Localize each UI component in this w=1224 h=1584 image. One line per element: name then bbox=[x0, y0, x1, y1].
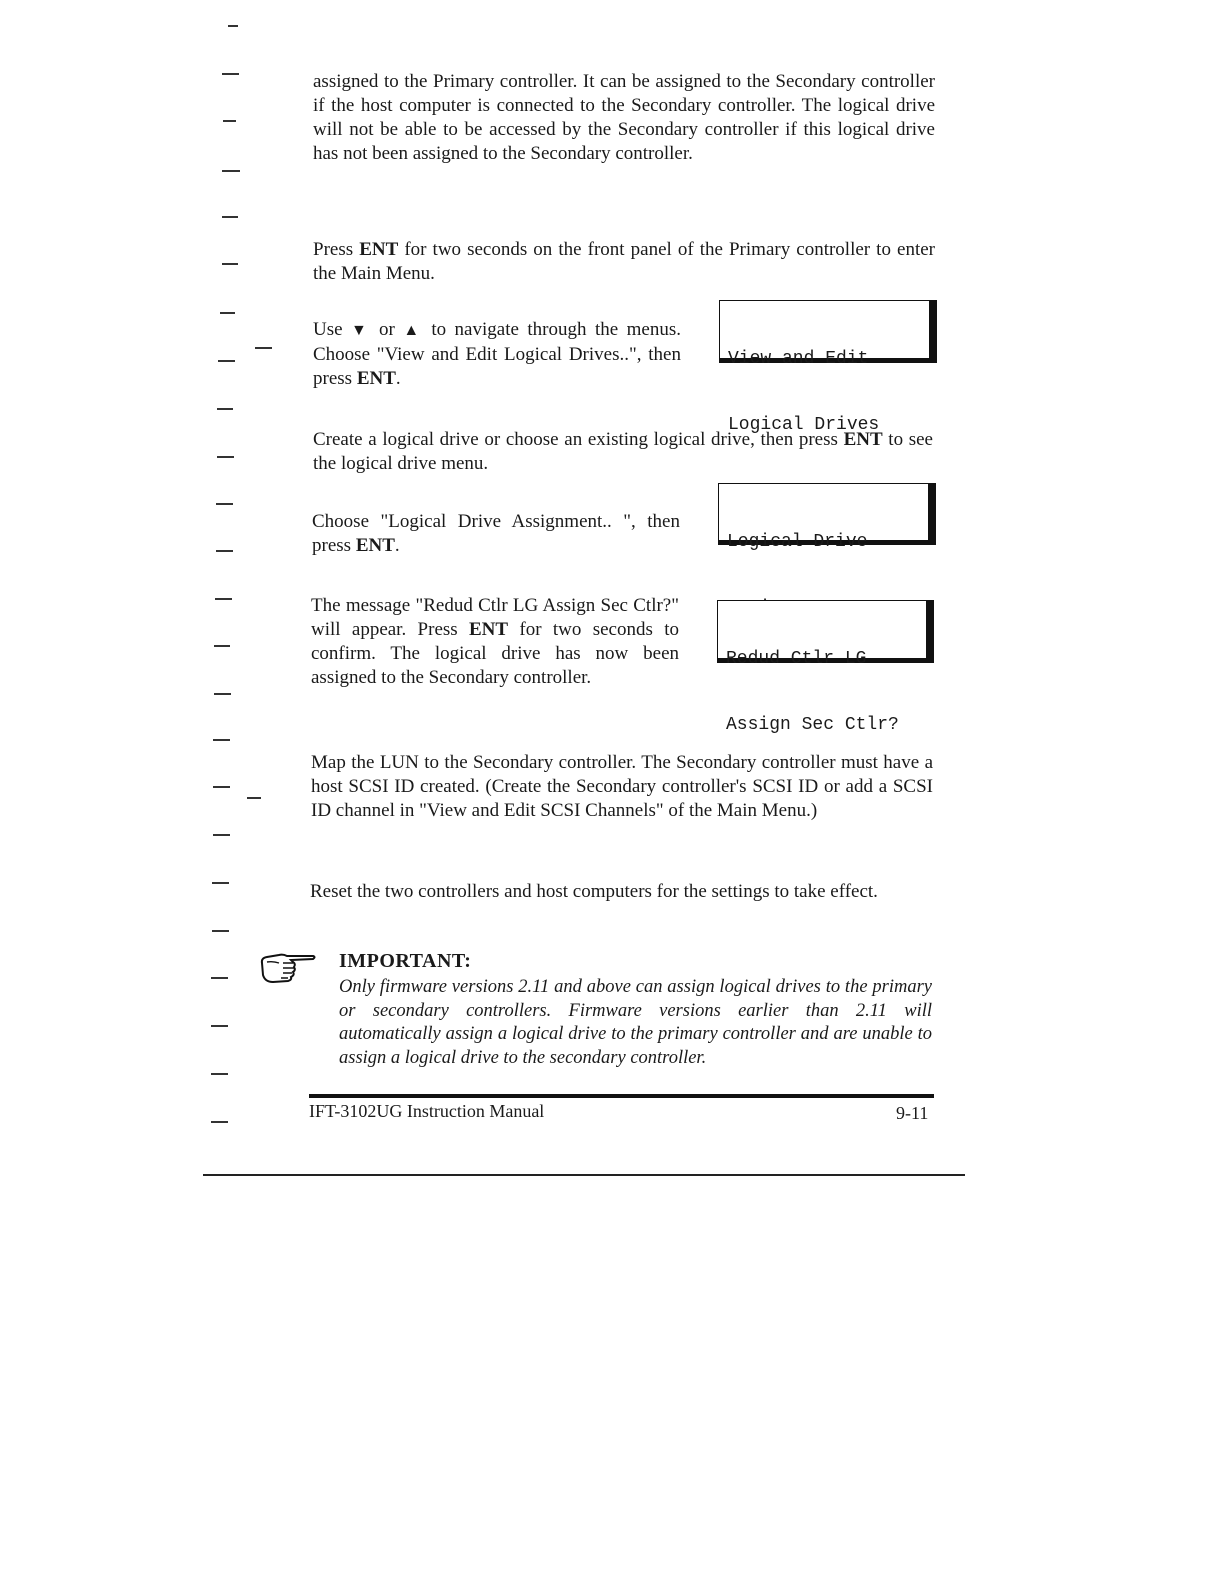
lcd-logical-drive-assignment bbox=[718, 483, 936, 552]
text: to see the logical drive menu. bbox=[313, 429, 933, 474]
text: for two seconds to confirm. The logical drive has now been assigned to the Secondary controller. bbox=[311, 619, 679, 688]
lcd-line: View and Edit bbox=[728, 349, 869, 369]
lcd-view-edit-logical-drives bbox=[719, 300, 937, 435]
text: to navigate through the menus. Choose "View and Edit Logical Drives..", then press bbox=[313, 319, 681, 389]
ent-key: ENT bbox=[843, 429, 883, 450]
text: Choose "Logical Drive Assignment.. ", then press bbox=[312, 511, 680, 556]
text: The message "Redud Ctlr LG Assign Sec Ctlr?" will appear. Press bbox=[311, 595, 679, 640]
important-title: IMPORTANT: bbox=[339, 950, 472, 972]
paragraph-navigate bbox=[313, 318, 681, 391]
important-note: Only firmware versions 2.11 and above can assign logical drives to the primary or secondary controllers. Firmware versions earlier than 2.11 will automatically assign a logical drive to the primary controller and are unable to assign a logical drive to the secondary controller. bbox=[339, 977, 932, 1068]
paragraph-press-ent bbox=[313, 238, 935, 286]
paragraph-create-logical-drive bbox=[313, 428, 933, 476]
ent-key: ENT bbox=[359, 239, 399, 260]
ent-key: ENT bbox=[355, 535, 395, 556]
paragraph-assignment-info: assigned to the Primary controller. It can be assigned to the Secondary controller if the host computer is connected to the Secondary controller. The logical drive will not be able to be accessed by the Secondary controller if this logical drive has not been assigned to the Secondary controller. bbox=[313, 71, 935, 164]
page-bottom-line bbox=[203, 1174, 965, 1176]
up-arrow-icon: ▲ bbox=[403, 322, 423, 339]
paragraph-map-lun: Map the LUN to the Secondary controller. The Secondary controller must have a host SCSI ID created. (Create the Secondary controller's SCSI ID or add a SCSI ID channel in "View and Edit SCSI Channels" of the Main Menu.) bbox=[311, 752, 933, 821]
lcd-redud-ctlr-assign bbox=[717, 600, 934, 735]
lcd-line: Redud Ctlr LG bbox=[726, 649, 867, 669]
lcd-line: Logical Drives bbox=[728, 415, 880, 435]
ent-key: ENT bbox=[356, 368, 396, 389]
text: or bbox=[370, 319, 404, 340]
paragraph-choose-assignment bbox=[312, 510, 680, 558]
footer-page-number: 9-11 bbox=[896, 1103, 929, 1123]
text: for two seconds on the front panel of the Primary controller to enter the Main Menu. bbox=[313, 239, 935, 284]
lcd-line: Logical Drive bbox=[727, 532, 868, 552]
text: . bbox=[394, 535, 400, 556]
text: Press bbox=[313, 239, 360, 260]
text: Create a logical drive or choose an existing logical drive, then press bbox=[313, 429, 844, 450]
paragraph-reset: Reset the two controllers and host computers for the settings to take effect. bbox=[310, 881, 878, 902]
lcd-line: Assign Sec Ctlr? bbox=[726, 715, 899, 735]
text: Use bbox=[313, 319, 352, 340]
footer-rule bbox=[309, 1094, 934, 1098]
down-arrow-icon: ▼ bbox=[351, 322, 371, 339]
text: . bbox=[395, 368, 401, 389]
footer-manual-title: IFT-3102UG Instruction Manual bbox=[309, 1101, 545, 1121]
paragraph-confirm-message bbox=[311, 594, 679, 690]
pointing-hand-icon bbox=[259, 949, 317, 985]
ent-key: ENT bbox=[469, 619, 509, 640]
